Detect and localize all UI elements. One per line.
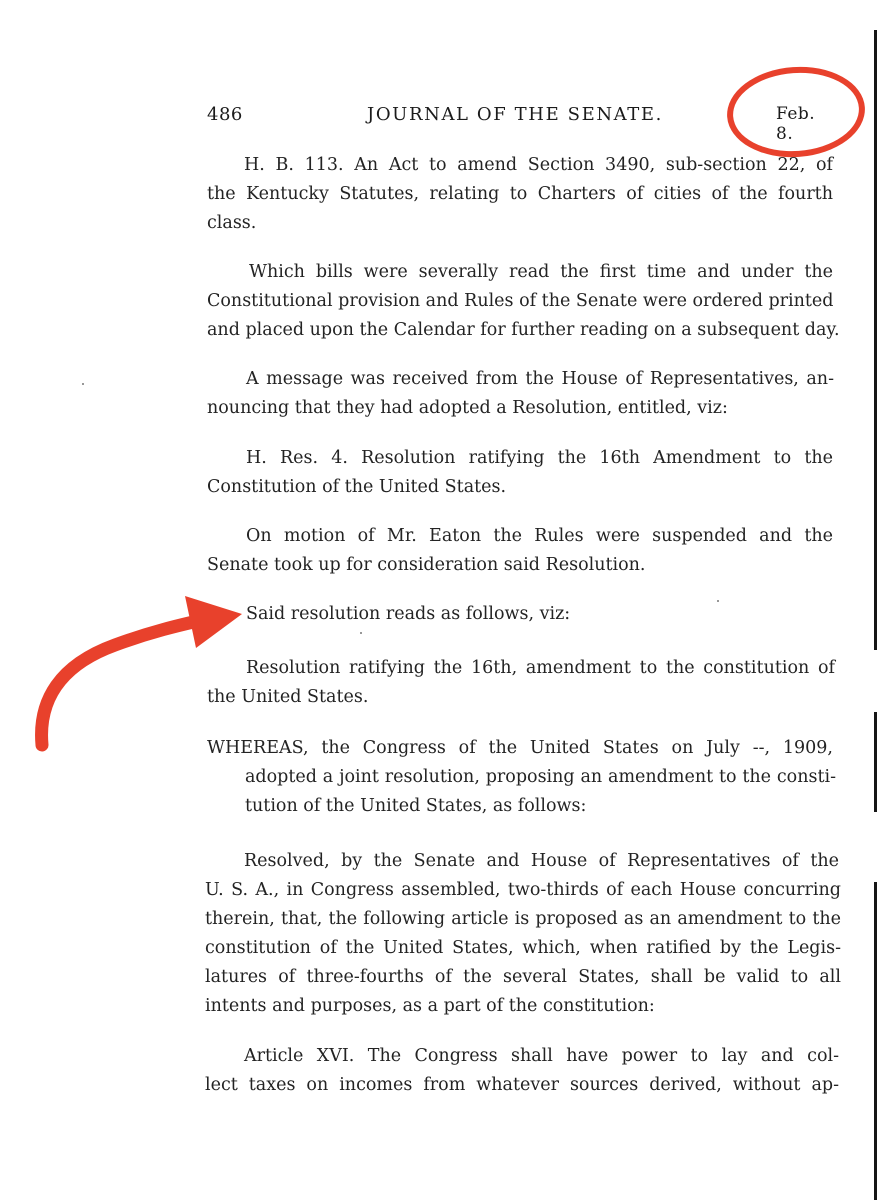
text-line: H. B. 113. An Act to amend Section 3490, sub-section 22, of — [244, 155, 833, 175]
page-binding-edge — [874, 30, 877, 1200]
page-binding-thin — [874, 812, 877, 882]
date-highlight-circle — [724, 62, 868, 161]
text-line: the United States. — [207, 687, 369, 707]
text-line: intents and purposes, as a part of the constitution: — [205, 996, 655, 1016]
text-line: Constitution of the United States. — [207, 477, 507, 497]
page-binding-gap — [872, 650, 879, 712]
text-line: Article XVI. The Congress shall have power to lay and col- — [244, 1046, 839, 1066]
said-resolution-line: Said resolution reads as follows, viz: — [246, 604, 571, 624]
text-line: U. S. A., in Congress assembled, two-thirds of each House concurring — [205, 880, 841, 900]
text-line: adopted a joint resolution, proposing an amendment to the consti- — [245, 767, 836, 787]
text-line: constitution of the United States, which, when ratified by the Legis- — [205, 938, 841, 958]
text-line: class. — [207, 213, 257, 233]
annotation-arrow-icon — [20, 590, 260, 770]
text-line: On motion of Mr. Eaton the Rules were suspended and the — [246, 526, 833, 546]
text-line: Resolution ratifying the 16th, amendment to the constitution of — [246, 658, 835, 678]
text-line: Resolved, by the Senate and House of Representatives of the — [244, 851, 839, 871]
text-line: and placed upon the Calendar for further reading on a subsequent day. — [207, 320, 840, 340]
text-line: tution of the United States, as follows: — [245, 796, 587, 816]
text-line: latures of three-fourths of the several States, shall be valid to all — [205, 967, 841, 987]
text-line: Which bills were severally read the first time and under the — [249, 262, 833, 282]
text-line: Senate took up for consideration said Resolution. — [207, 555, 646, 575]
text-line: Constitutional provision and Rules of the Senate were ordered printed — [207, 291, 834, 311]
running-head: JOURNAL OF THE SENATE. — [367, 104, 663, 125]
text-line: the Kentucky Statutes, relating to Charters of cities of the fourth — [207, 184, 833, 204]
page-number: 486 — [207, 104, 243, 125]
scan-speck — [717, 600, 719, 602]
text-line: WHEREAS, the Congress of the United States on July --, 1909, — [207, 738, 833, 758]
text-line: nouncing that they had adopted a Resolution, entitled, viz: — [207, 398, 728, 418]
header-date: Feb. 8. — [776, 104, 816, 144]
scan-speck — [82, 383, 84, 385]
text-line: H. Res. 4. Resolution ratifying the 16th Amendment to the — [246, 448, 833, 468]
text-line: therein, that, the following article is proposed as an amendment to the — [205, 909, 841, 929]
text-line: lect taxes on incomes from whatever sources derived, without ap- — [205, 1075, 839, 1095]
scan-speck — [360, 632, 362, 634]
text-line: A message was received from the House of Representatives, an- — [246, 369, 834, 389]
